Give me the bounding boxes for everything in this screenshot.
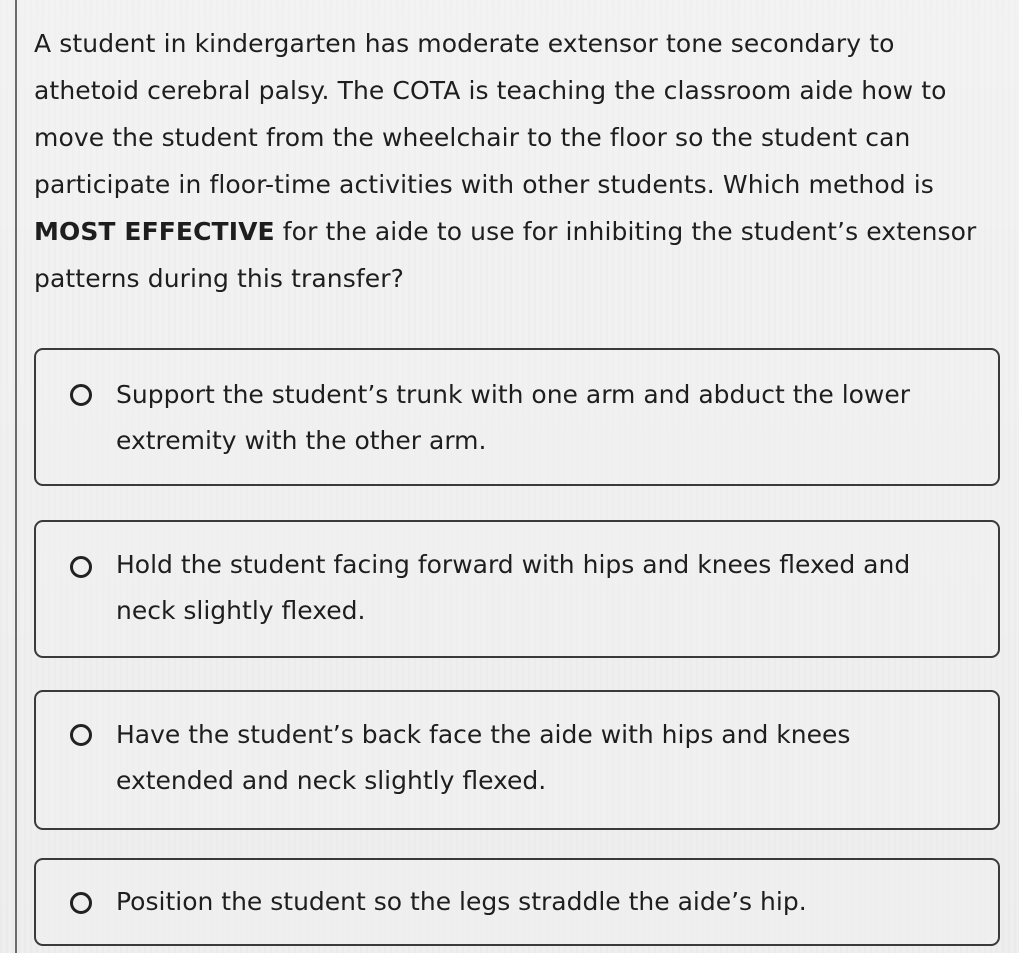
- answer-option-c[interactable]: [34, 690, 1000, 830]
- answer-option-a[interactable]: [34, 348, 1000, 486]
- radio-button-icon[interactable]: [70, 556, 92, 578]
- question-text-before: A student in kindergarten has moderate extensor tone secondary to athetoid cerebral palsy. The COTA is teaching the classroom aide how to move the student from the wheelchair to the floor so the student can participate in floor-time activities with other students. Which method is: [34, 29, 947, 199]
- answer-option-label: Position the student so the legs straddle the aide’s hip.: [116, 887, 807, 916]
- radio-button-icon[interactable]: [70, 384, 92, 406]
- radio-button-icon[interactable]: [70, 892, 92, 914]
- left-divider: [15, 0, 17, 953]
- answer-option-label: Hold the student facing forward with hips and knees flexed and neck slightly flexed.: [116, 550, 911, 625]
- answer-option-label: Have the student’s back face the aide with hips and knees extended and neck slightly flexed.: [116, 720, 851, 795]
- question-text-after: for the aide to use for inhibiting the student’s extensor patterns during this transfer?: [34, 217, 977, 293]
- answer-option-d[interactable]: [34, 858, 1000, 946]
- question-emphasis: MOST EFFECTIVE: [34, 217, 275, 246]
- answer-option-label: Support the student’s trunk with one arm and abduct the lower extremity with the other arm.: [116, 380, 911, 455]
- question-text: [34, 20, 1006, 302]
- radio-button-icon[interactable]: [70, 724, 92, 746]
- answer-option-b[interactable]: [34, 520, 1000, 658]
